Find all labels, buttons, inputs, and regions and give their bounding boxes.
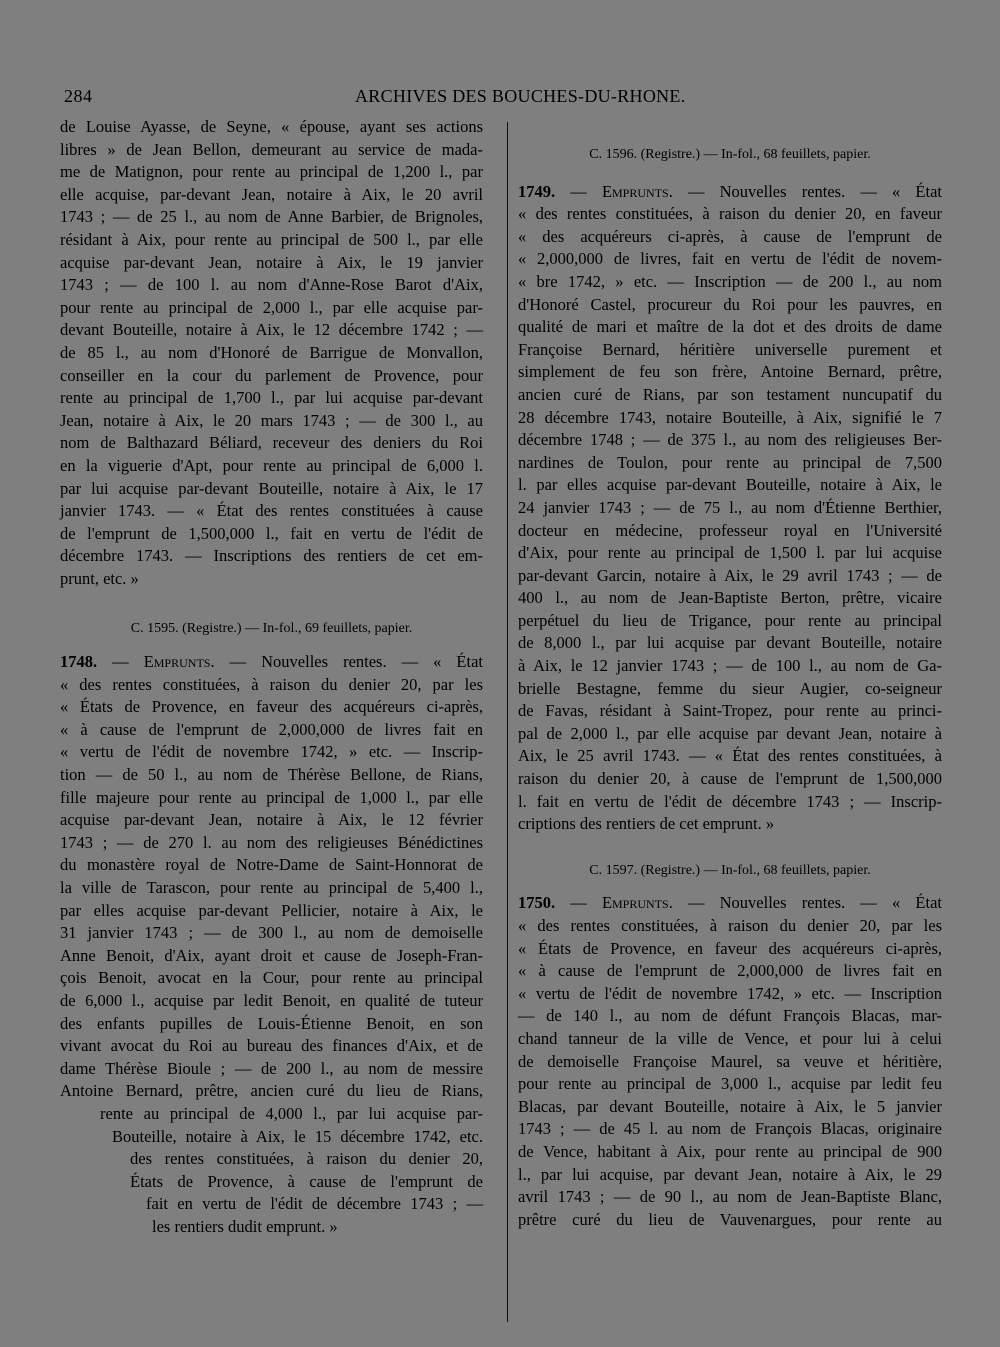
right-column — [518, 144, 942, 1231]
text-line: par elles acquise par-devant Pellicier, notaire à Aix, le — [60, 900, 483, 920]
entry-subtitle: — Nouvelles rentes. — « État — [214, 652, 483, 672]
text-line: prêtre curé du lieu de Vauvenargues, pour rente au — [518, 1209, 942, 1229]
text-line: dame Thérèse Bioule ; — de 200 l., au nom de messire — [60, 1058, 483, 1078]
running-head: ARCHIVES DES BOUCHES-DU-RHONE. — [355, 86, 686, 106]
archive-reference: C. 1597. (Registre.) — In-fol., 68 feuillets, papier. — [589, 862, 871, 878]
text-line: prunt, etc. » — [60, 568, 139, 588]
text-line: Françoise Bernard, héritière universelle purement et — [518, 339, 942, 359]
entry-dash: — — [555, 181, 602, 201]
text-line: les rentiers dudit emprunt. » — [152, 1216, 338, 1236]
text-line: raison du denier 20, à cause de l'emprunt de 1,500,000 — [518, 769, 942, 789]
text-line: de demoiselle Françoise Maurel, sa veuve et héritière, — [518, 1051, 942, 1071]
entry-heading: Emprunts. — [601, 893, 673, 913]
text-line: çois Benoit, avocat en la Cour, pour rente au principal — [60, 968, 483, 988]
text-line: 400 l., au nom de Jean-Baptiste Berton, prêtre, vicaire — [518, 588, 942, 608]
entry-dash: — — [555, 893, 602, 913]
text-line: d'Honoré Castel, procureur du Roi pour les pauvres, en — [518, 294, 942, 314]
text-line: conseiller en la cour du parlement de Provence, pour — [60, 365, 483, 385]
text-line: « des acquéreurs ci-après, à cause de l'emprunt de — [518, 226, 942, 246]
text-line: qualité de mari et maître de la dot et des droits de dame — [518, 317, 942, 337]
archive-reference: C. 1595. (Registre.) — In-fol., 69 feuillets, papier. — [130, 621, 413, 637]
archive-reference: C. 1596. (Registre.) — In-fol., 68 feuillets, papier. — [589, 147, 871, 162]
text-line: de l'emprunt de 1,500,000 l., fait en vertu de l'édit de — [60, 523, 483, 543]
text-line: nardines de Toulon, pour rente au principal de 7,500 — [518, 452, 942, 472]
column-divider — [507, 122, 508, 1322]
text-line: l., par lui acquise, par devant Jean, notaire à Aix, le 29 — [518, 1164, 942, 1184]
continuation-paragraph — [60, 116, 483, 590]
text-line: de 6,000 l., acquise par ledit Benoit, en qualité de tuteur — [60, 990, 483, 1010]
text-line: — de 140 l., au nom de défunt François Blacas, mar- — [518, 1006, 942, 1026]
text-line: Antoine Bernard, prêtre, ancien curé du lieu de Rians, — [60, 1081, 483, 1101]
text-line: Blacas, par devant Bouteille, notaire à Aix, le 5 janvier — [518, 1096, 942, 1116]
text-line: l. fait en vertu de l'édit de décembre 1743 ; — Inscrip- — [518, 791, 942, 811]
text-line: Aix, le 25 avril 1743. — « État des rentes constituées, à — [518, 746, 942, 766]
text-line: simplement de feu son frère, Antoine Bernard, prêtre, — [518, 362, 942, 382]
text-line: « des rentes constituées, à raison du denier 20, par les — [518, 916, 942, 935]
text-line: devant Bouteille, notaire à Aix, le 12 décembre 1742 ; — — [60, 320, 483, 340]
text-line: rente au principal de 4,000 l., par lui acquise par- — [100, 1103, 483, 1123]
text-line: ancien curé de Rians, par son testament nuncupatif du — [518, 384, 942, 404]
entry-1748 — [60, 651, 483, 1238]
page-number: 284 — [64, 86, 93, 106]
text-line: par-devant Garcin, notaire à Aix, le 29 avril 1743 ; — de — [518, 565, 942, 585]
text-line: la ville de Tarascon, pour rente au principal de 5,400 l., — [60, 878, 483, 897]
text-line: janvier 1743. — « État des rentes constituées à cause — [60, 501, 483, 521]
text-line: 1743 ; — de 45 l. au nom de François Blacas, originaire — [518, 1119, 942, 1139]
text-line: fille majeure pour rente au principal de 1,000 l., par elle — [60, 787, 483, 807]
text-line: à Aix, le 12 janvier 1743 ; — de 100 l., au nom de Ga- — [518, 656, 942, 676]
text-line: « à cause de l'emprunt de 2,000,000 de livres fait en — [518, 961, 942, 981]
text-line: me de Matignon, pour rente au principal de 1,200 l., par — [60, 162, 483, 182]
text-line: perpétuel du lieu de Trigance, pour rente au principal — [518, 610, 942, 630]
entry-1750 — [518, 892, 942, 1231]
page-header — [0, 0, 1000, 120]
text-line: 1743 ; — de 270 l. au nom des religieuses Bénédictines — [60, 832, 483, 852]
text-line: 24 janvier 1743 ; — de 75 l., au nom d'Étienne Berthier, — [518, 497, 942, 517]
entry-dash: — — [97, 652, 144, 672]
text-line: « États de Provence, en faveur des acquéreurs ci-après, — [518, 938, 942, 958]
text-line: acquise par-devant Jean, notaire à Aix, le 19 janvier — [60, 252, 483, 272]
entry-year: 1750. — [518, 893, 556, 913]
text-line: de 8,000 l., par lui acquise par devant Bouteille, notaire — [518, 633, 942, 653]
text-line: 28 décembre 1743, notaire Bouteille, à Aix, signifié le 7 — [518, 407, 942, 427]
entry-subtitle: — Nouvelles rentes. — « État — [672, 181, 942, 201]
text-line: de 85 l., au nom d'Honoré de Barrigue de Monvallon, — [60, 342, 483, 362]
entry-first-line — [518, 181, 942, 204]
text-line: en la viguerie d'Apt, pour rente au principal de 6,000 l. — [60, 455, 483, 475]
text-line: décembre 1743. — Inscriptions des rentiers de cet em- — [60, 546, 483, 566]
text-line: « vertu de l'édit de novembre 1742, » etc. — Inscription — [518, 983, 942, 1003]
text-line: « 2,000,000 de livres, fait en vertu de l'édit de novem- — [518, 249, 942, 269]
text-line: du monastère royal de Notre-Dame de Saint-Honnorat de — [60, 855, 483, 875]
text-line: avril 1743 ; — de 90 l., au nom de Jean-Baptiste Blanc, — [518, 1187, 942, 1207]
text-line: « des rentes constituées, à raison du denier 20, par les — [60, 674, 483, 694]
text-line: Bouteille, notaire à Aix, le 15 décembre 1742, etc. — [112, 1126, 483, 1146]
text-line: par lui acquise par-devant Bouteille, notaire à Aix, le 17 — [60, 478, 483, 498]
text-line: « à cause de l'emprunt de 2,000,000 de livres fait en — [60, 719, 483, 739]
entry-year: 1749. — [518, 181, 556, 201]
entry-heading: Emprunts. — [143, 652, 215, 672]
text-line: brielle Bestagne, femme du sieur Augier, co-seigneur — [518, 678, 942, 698]
text-line: docteur en médecine, professeur royal en l'Université — [518, 520, 942, 540]
text-line: 1743 ; — de 100 l. au nom d'Anne-Rose Barot d'Aix, — [60, 275, 483, 295]
text-line: libres » de Jean Bellon, demeurant au service de mada- — [60, 139, 483, 159]
text-line: « bre 1742, » etc. — Inscription — de 200 l., au nom — [518, 271, 942, 291]
entry-1749 — [518, 181, 942, 836]
text-line: États de Provence, à cause de l'emprunt de — [130, 1171, 483, 1191]
text-line: 31 janvier 1743 ; — de 300 l., au nom de demoiselle — [60, 923, 483, 943]
text-line: 1743 ; — de 25 l., au nom de Anne Barbier, de Brignoles, — [60, 207, 483, 227]
text-line: « vertu de l'édit de novembre 1742, » etc. — Inscrip- — [60, 742, 483, 762]
text-line: rente au principal de 1,700 l., par lui acquise par-devant — [60, 388, 483, 408]
text-line: acquise par-devant Jean, notaire à Aix, le 12 février — [60, 810, 483, 830]
text-line: pour rente au principal de 3,000 l., acquise par ledit feu — [518, 1074, 942, 1094]
text-line: « États de Provence, en faveur des acquéreurs ci-après, — [60, 697, 483, 717]
left-column — [60, 116, 483, 1239]
text-line: pal de 2,000 l., par elle acquise par devant Jean, notaire à — [518, 723, 942, 743]
entry-first-line — [60, 651, 483, 674]
text-line: vivant avocat du Roi au bureau des finances d'Aix, et de — [60, 1036, 483, 1056]
text-line: Jean, notaire à Aix, le 20 mars 1743 ; — de 300 l., au — [60, 410, 483, 430]
text-line: des rentes constituées, à raison du denier 20, — [130, 1149, 483, 1169]
text-line: elle acquise, par-devant Jean, notaire à Aix, le 20 avril — [60, 184, 483, 204]
text-line: Anne Benoit, d'Aix, ayant droit et cause de Joseph-Fran- — [60, 945, 483, 965]
text-line: criptions des rentiers de cet emprunt. » — [518, 814, 775, 834]
text-line: d'Aix, pour rente au principal de 1,500 l. par lui acquise — [518, 543, 942, 563]
text-line: pour rente au principal de 2,000 l., par elle acquise par- — [60, 297, 483, 317]
entry-year: 1748. — [60, 652, 98, 672]
text-line: l. par elles acquise par-devant Bouteille, notaire à Aix, le — [518, 475, 942, 495]
text-line: fait en vertu de l'édit de décembre 1743 ; — — [146, 1194, 483, 1214]
entry-subtitle: — Nouvelles rentes. — « État — [672, 893, 942, 913]
entry-heading: Emprunts. — [601, 181, 673, 201]
text-line: de Louise Ayasse, de Seyne, « épouse, ayant ses actions — [60, 117, 483, 136]
text-line: de Favas, résidant à Saint-Tropez, pour rente au princi- — [518, 701, 942, 721]
text-line: « des rentes constituées, à raison du denier 20, en faveur — [518, 204, 942, 224]
text-line: chand tanneur de la ville de Vence, et pour lui à celui — [518, 1028, 942, 1048]
text-line: résidant à Aix, pour rente au principal de 500 l., par elle — [60, 229, 483, 249]
entry-first-line — [518, 892, 942, 915]
text-line: de Vence, habitant à Aix, pour rente au principal de 900 — [518, 1141, 942, 1161]
text-line: tion — de 50 l., au nom de Thérèse Bellone, de Rians, — [60, 765, 483, 785]
text-line: des enfants pupilles de Louis-Étienne Benoit, en son — [60, 1013, 483, 1033]
text-line: décembre 1748 ; — de 375 l., au nom des religieuses Ber- — [518, 430, 942, 450]
text-line: nom de Balthazard Béliard, receveur des deniers du Roi — [60, 433, 483, 453]
